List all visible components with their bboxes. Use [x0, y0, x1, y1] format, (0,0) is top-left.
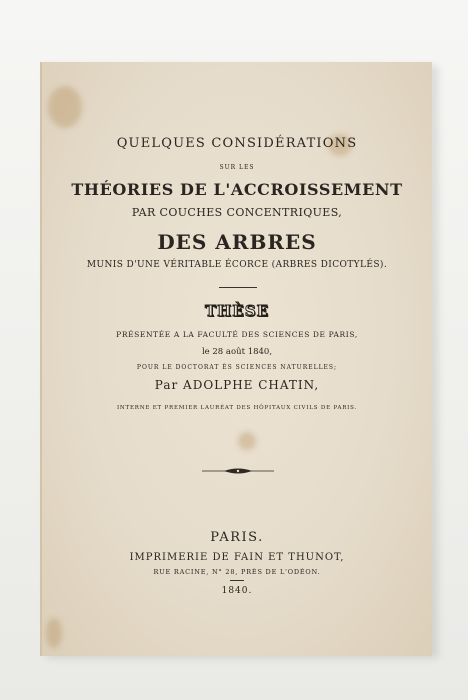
thesis-heading: THÈSE: [204, 302, 270, 320]
divider-rule: [219, 287, 257, 288]
thesis-date: le 28 août 1840,: [201, 347, 273, 357]
thesis-author: Par ADOLPHE CHATIN,: [154, 378, 320, 392]
imprint-year: 1840.: [221, 586, 253, 596]
title-line-4: PAR COUCHES CONCENTRIQUES,: [131, 206, 343, 219]
thesis-presented: PRÉSENTÉE A LA FACULTÉ DES SCIENCES DE PARIS,: [116, 330, 358, 339]
title-page: [40, 62, 432, 656]
title-line-3: THÉORIES DE L'ACCROISSEMENT: [71, 180, 403, 199]
ornament-rule: [202, 466, 274, 476]
title-line-2: SUR LES: [219, 164, 255, 171]
imprint-address: RUE RACINE, N° 28, PRÈS DE L'ODÉON.: [153, 568, 321, 576]
title-line-6: MUNIS D'UNE VÉRITABLE ÉCORCE (ARBRES DICOTYLÉS).: [86, 260, 388, 270]
imprint-city: PARIS.: [210, 530, 264, 545]
foxing-stain: [238, 432, 256, 450]
foxing-stain: [46, 618, 62, 648]
foxing-stain: [48, 86, 82, 128]
thesis-author-title: INTERNE ET PREMIER LAURÉAT DES HÔPITAUX CIVILS DE PARIS.: [116, 405, 358, 411]
title-line-5: DES ARBRES: [157, 230, 317, 254]
imprint-rule: [230, 580, 244, 581]
thesis-degree: POUR LE DOCTORAT ÈS SCIENCES NATURELLES;: [136, 364, 338, 371]
imprint-printer: IMPRIMERIE DE FAIN ET THUNOT,: [129, 552, 345, 563]
title-line-1: QUELQUES CONSIDÉRATIONS: [116, 136, 358, 151]
